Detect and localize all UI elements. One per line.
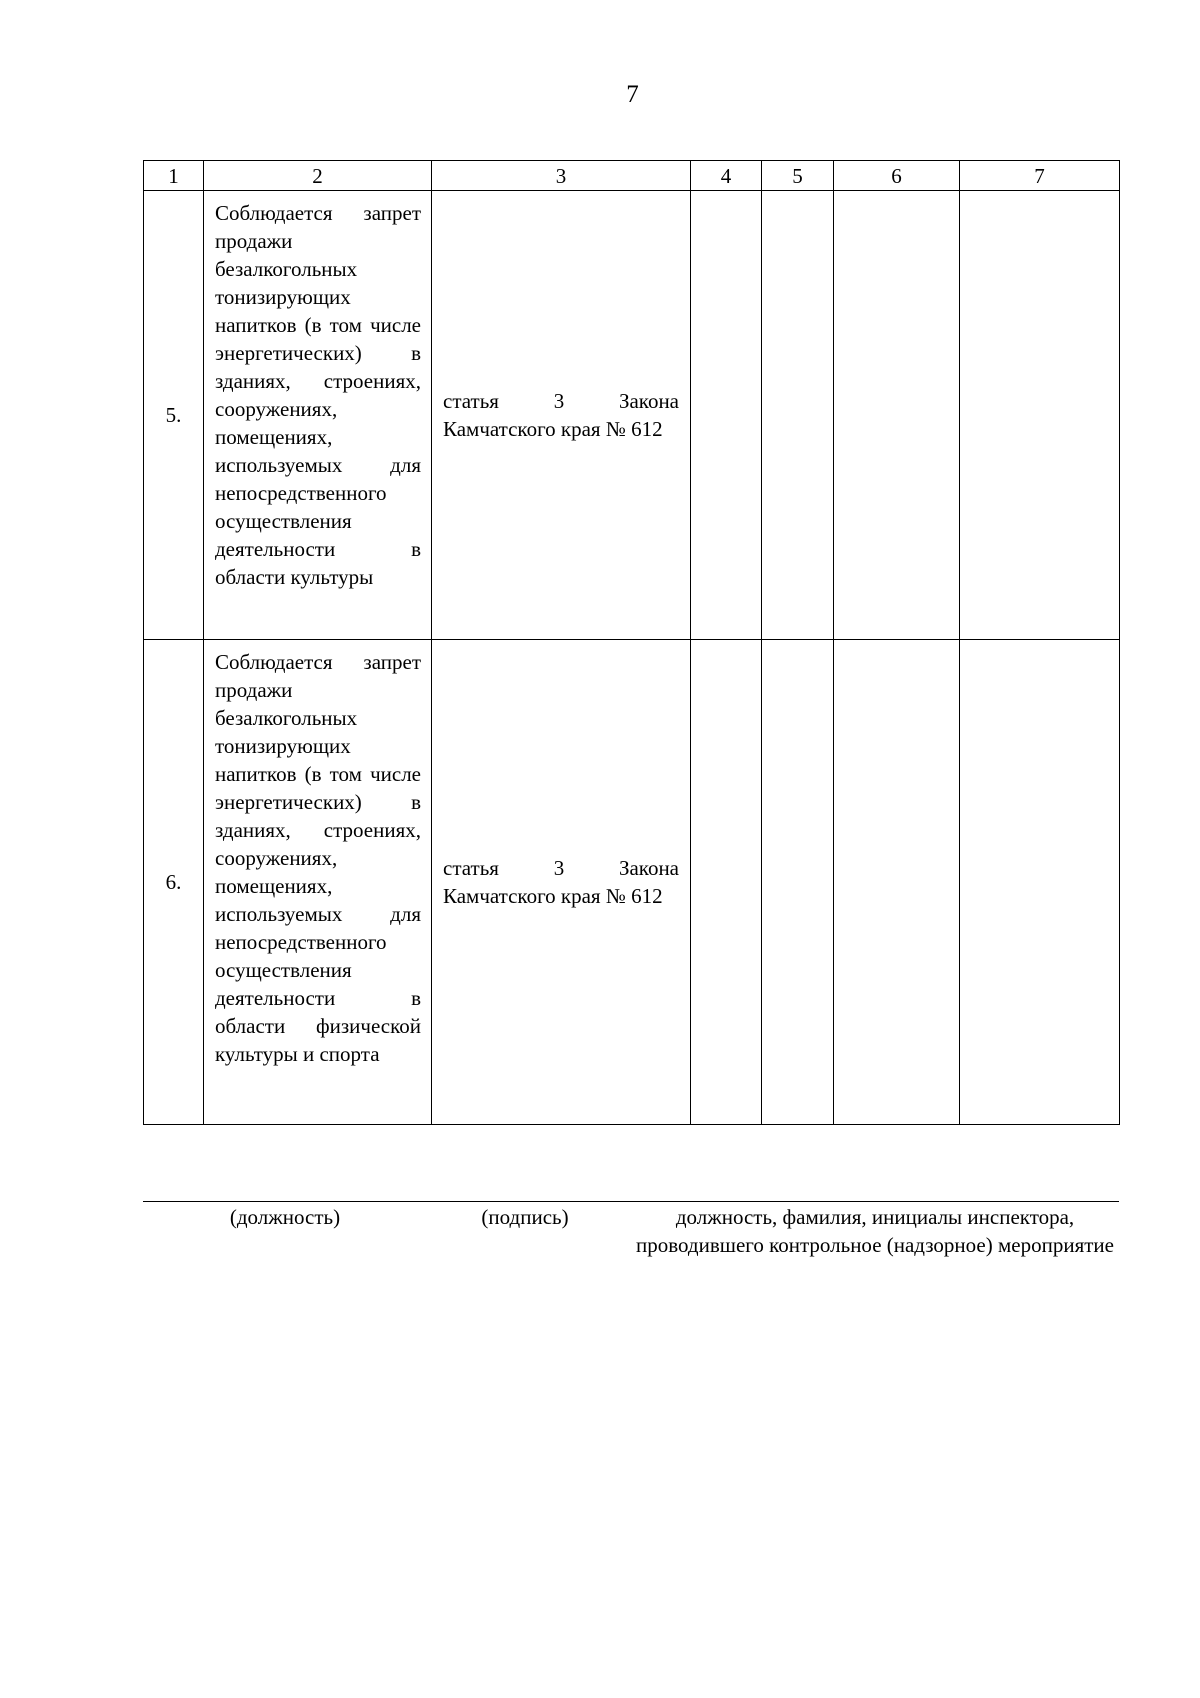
column-header: 4 — [691, 161, 762, 191]
column-header: 7 — [960, 161, 1120, 191]
answer-cell-5 — [762, 191, 834, 640]
answer-cell-6 — [834, 191, 960, 640]
column-header: 3 — [432, 161, 691, 191]
table-header-row — [144, 161, 1120, 191]
requirement-cell: Соблюдается запрет продажи безалкогольных тонизирующих напитков (в том числе энергетических) в зданиях, строениях, сооружениях, помещениях, используемых для непосредственного осуществления деятельности в области культуры — [204, 191, 432, 640]
column-header: 5 — [762, 161, 834, 191]
table-row — [144, 191, 1120, 640]
column-header: 6 — [834, 161, 960, 191]
row-number: 5. — [144, 191, 204, 640]
inspector-caption: должность, фамилия, инициалы инспектора, проводившего контрольное (надзорное) мероприятие — [636, 1205, 1114, 1257]
checklist-table — [143, 160, 1120, 1125]
page-number: 7 — [626, 81, 639, 108]
legal-reference-cell: статья 3 Закона Камчатского края № 612 — [432, 191, 691, 640]
table-row — [144, 640, 1120, 1125]
position-caption: (должность) — [229, 1205, 341, 1229]
column-header: 1 — [144, 161, 204, 191]
row-number: 6. — [144, 640, 204, 1125]
signature-caption: (подпись) — [481, 1205, 569, 1229]
answer-cell-5 — [762, 640, 834, 1125]
answer-cell-7 — [960, 640, 1120, 1125]
answer-cell-6 — [834, 640, 960, 1125]
column-header: 2 — [204, 161, 432, 191]
answer-cell-4 — [691, 640, 762, 1125]
signature-line — [143, 1201, 1119, 1202]
answer-cell-4 — [691, 191, 762, 640]
requirement-cell: Соблюдается запрет продажи безалкогольных тонизирующих напитков (в том числе энергетических) в зданиях, строениях, сооружениях, помещениях, используемых для непосредственного осуществления деятельности в области физической культуры и спорта — [204, 640, 432, 1125]
answer-cell-7 — [960, 191, 1120, 640]
legal-reference-cell: статья 3 Закона Камчатского края № 612 — [432, 640, 691, 1125]
